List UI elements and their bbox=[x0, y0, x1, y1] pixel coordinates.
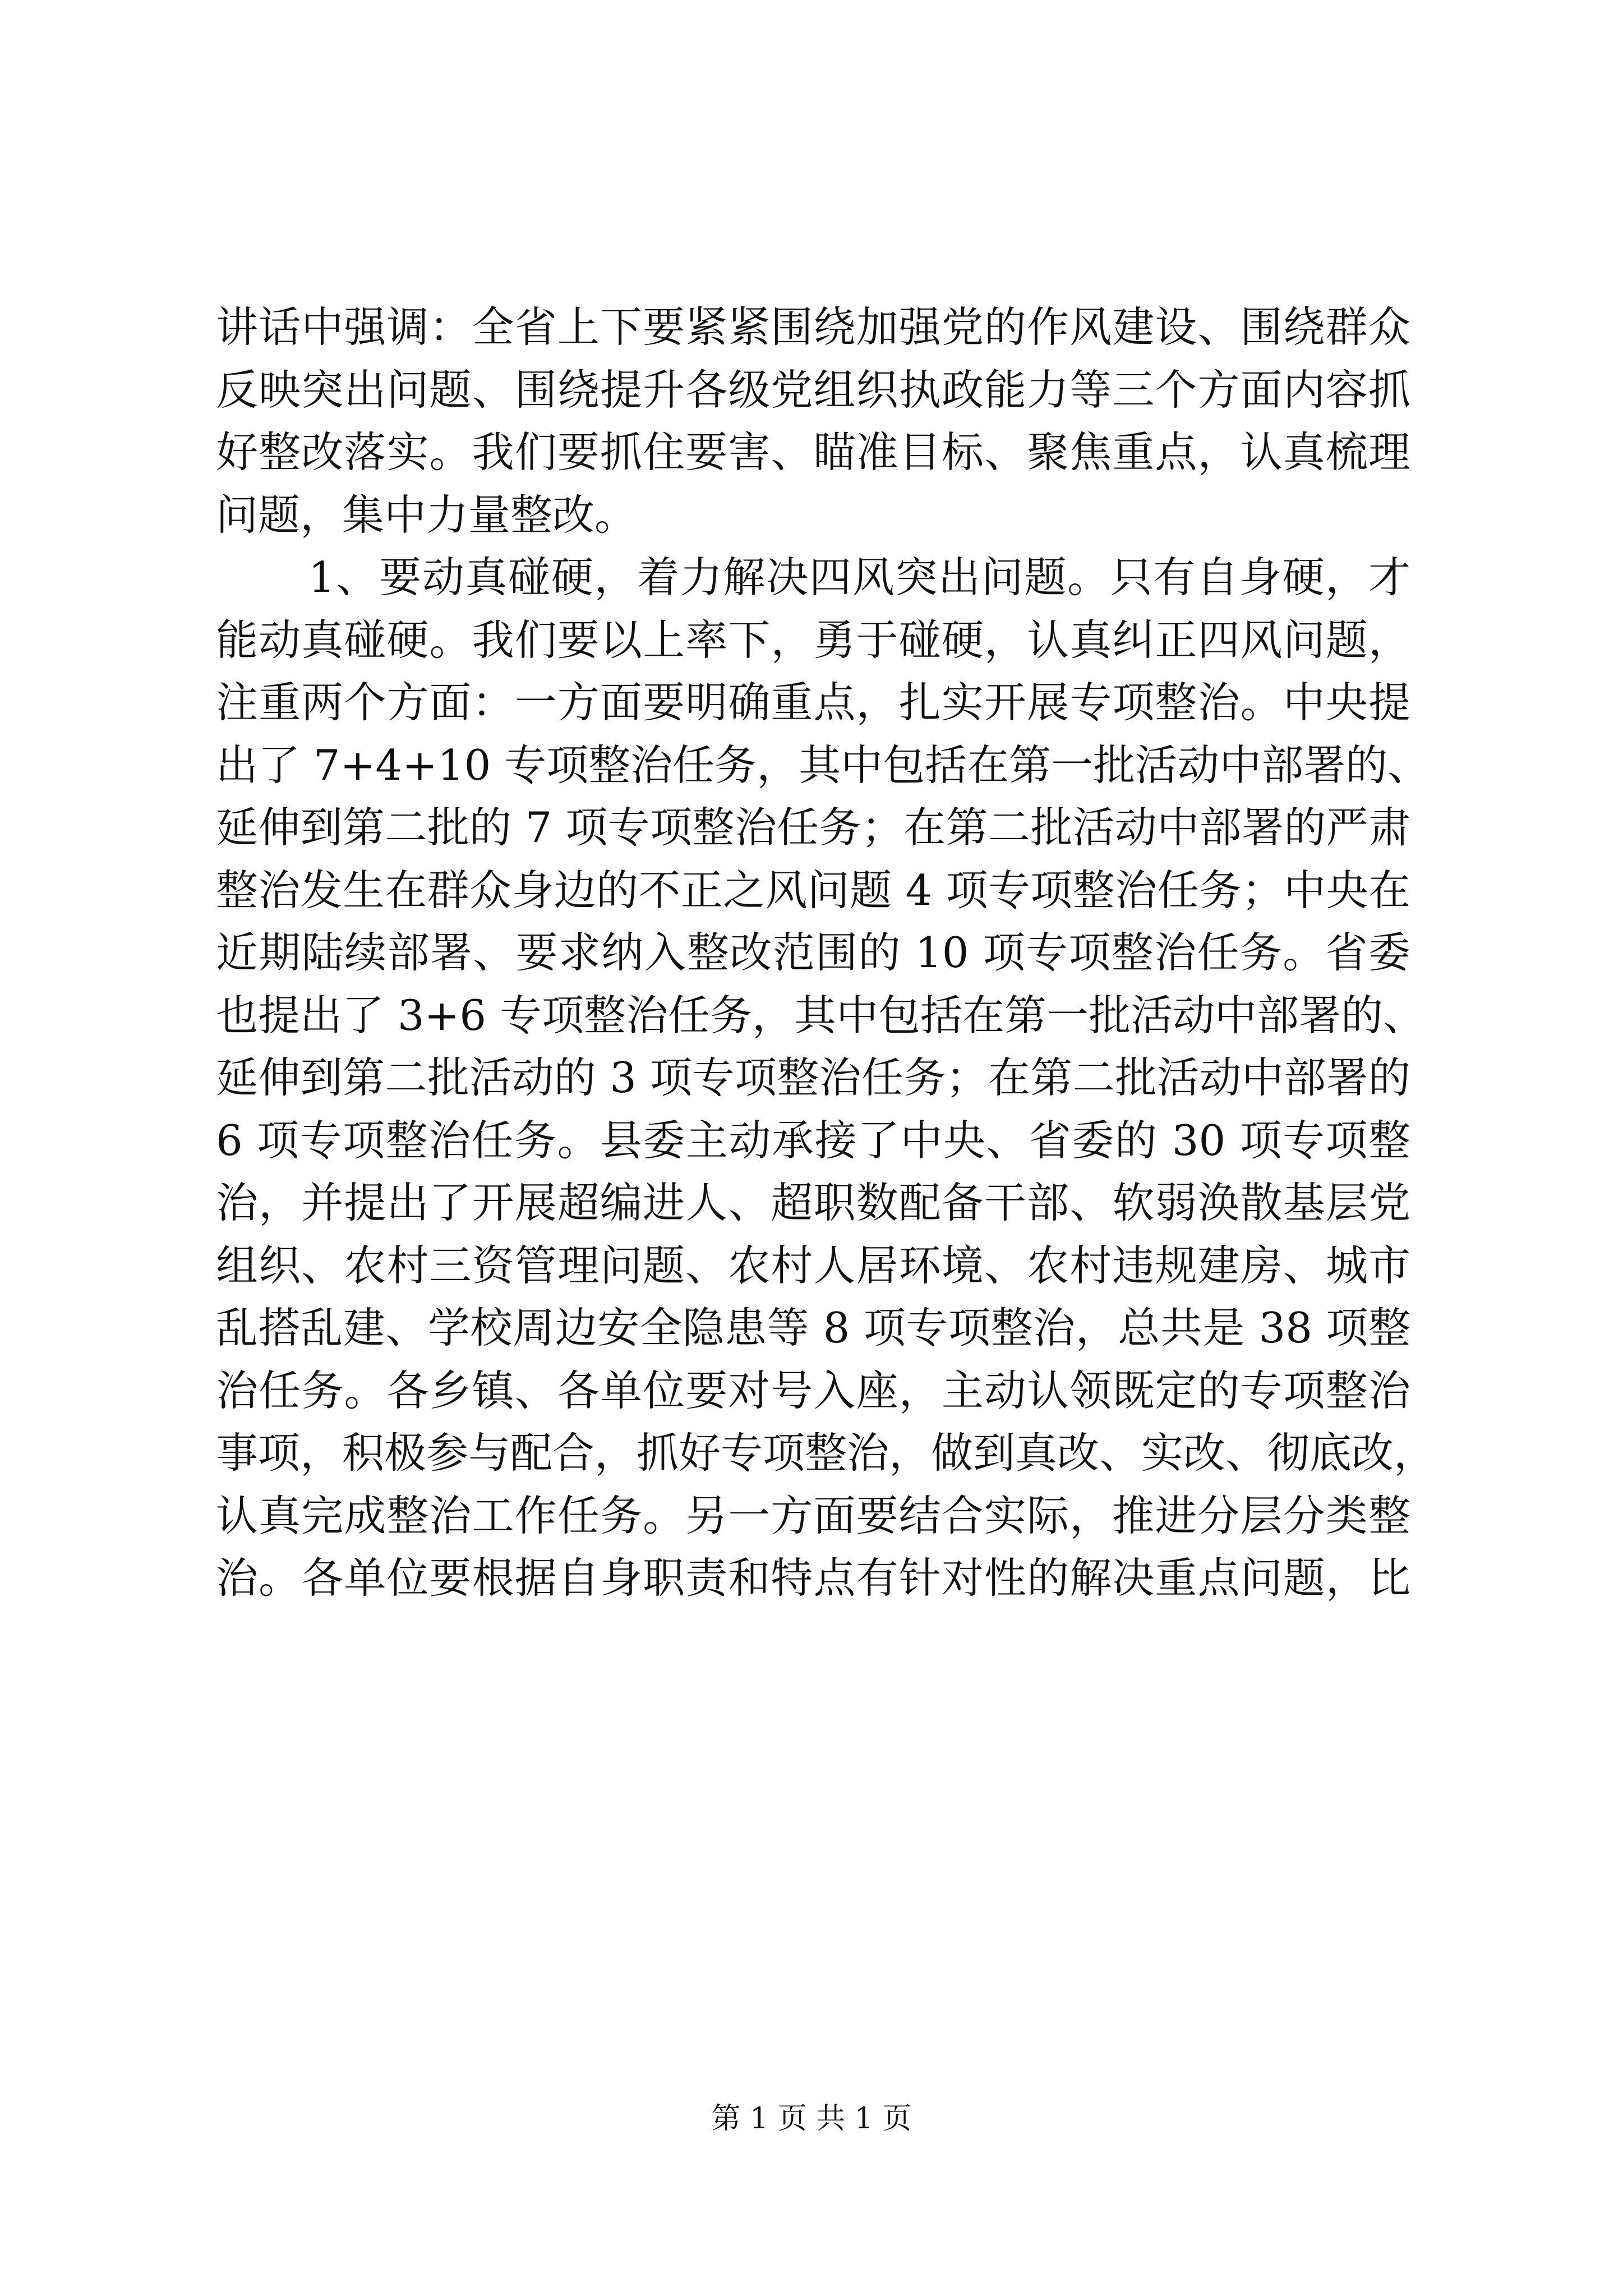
paragraph-2-line-1: 1、要动真碰硬，着力解决四风突出问题。只有自身硬，才 bbox=[308, 553, 1410, 602]
document-body bbox=[216, 296, 1436, 1610]
paragraph-2-line-17: 治。各单位要根据自身职责和特点有针对性的解决重点问题，比 bbox=[216, 1553, 1410, 1603]
paragraph-1-line-1: 讲话中强调：全省上下要紧紧围绕加强党的作风建设、围绕群众 bbox=[216, 302, 1410, 352]
page-footer bbox=[0, 2099, 1623, 2138]
paragraph-1-line-2: 反映突出问题、围绕提升各级党组织执政能力等三个方面内容抓 bbox=[216, 365, 1410, 415]
paragraph-2-line-16: 认真完成整治工作任务。另一方面要结合实际，推进分层分类整 bbox=[216, 1490, 1410, 1540]
paragraph-2-line-5: 延伸到第二批的 7 项专项整治任务；在第二批活动中部署的严肃 bbox=[216, 803, 1410, 852]
paragraph-2-line-8: 也提出了 3+6 专项整治任务，其中包括在第一批活动中部署的、 bbox=[216, 990, 1425, 1040]
paragraph-2-line-4: 出了 7+4+10 专项整治任务，其中包括在第一批活动中部署的、 bbox=[216, 740, 1430, 790]
paragraph-2-line-7: 近期陆续部署、要求纳入整改范围的 10 项专项整治任务。省委 bbox=[216, 928, 1410, 977]
paragraph-2-line-9: 延伸到第二批活动的 3 项专项整治任务；在第二批活动中部署的 bbox=[216, 1053, 1410, 1102]
paragraph-2-line-6: 整治发生在群众身边的不正之风问题 4 项专项整治任务；中央在 bbox=[216, 865, 1410, 915]
paragraph-2-line-15: 事项，积极参与配合，抓好专项整治，做到真改、实改、彻底改， bbox=[216, 1428, 1436, 1478]
paragraph-2-line-11: 治，并提出了开展超编进人、超职数配备干部、软弱涣散基层党 bbox=[216, 1178, 1410, 1227]
paragraph-1-line-4: 问题，集中力量整改。 bbox=[216, 490, 637, 540]
paragraph-2-line-10: 6 项专项整治任务。县委主动承接了中央、省委的 30 项专项整 bbox=[216, 1115, 1410, 1165]
paragraph-2-line-2: 能动真碰硬。我们要以上率下，勇于碰硬，认真纠正四风问题， bbox=[216, 615, 1410, 665]
paragraph-2-line-12: 组织、农村三资管理问题、农村人居环境、农村违规建房、城市 bbox=[216, 1240, 1410, 1290]
page-number: 第 1 页 共 1 页 bbox=[711, 2102, 912, 2136]
paragraph-2-line-3: 注重两个方面：一方面要明确重点，扎实开展专项整治。中央提 bbox=[216, 678, 1410, 727]
paragraph-2-line-13: 乱搭乱建、学校周边安全隐患等 8 项专项整治，总共是 38 项整 bbox=[216, 1303, 1410, 1352]
paragraph-1-line-3: 好整改落实。我们要抓住要害、瞄准目标、聚焦重点，认真梳理 bbox=[216, 427, 1410, 477]
paragraph-2-line-14: 治任务。各乡镇、各单位要对号入座，主动认领既定的专项整治 bbox=[216, 1365, 1410, 1415]
